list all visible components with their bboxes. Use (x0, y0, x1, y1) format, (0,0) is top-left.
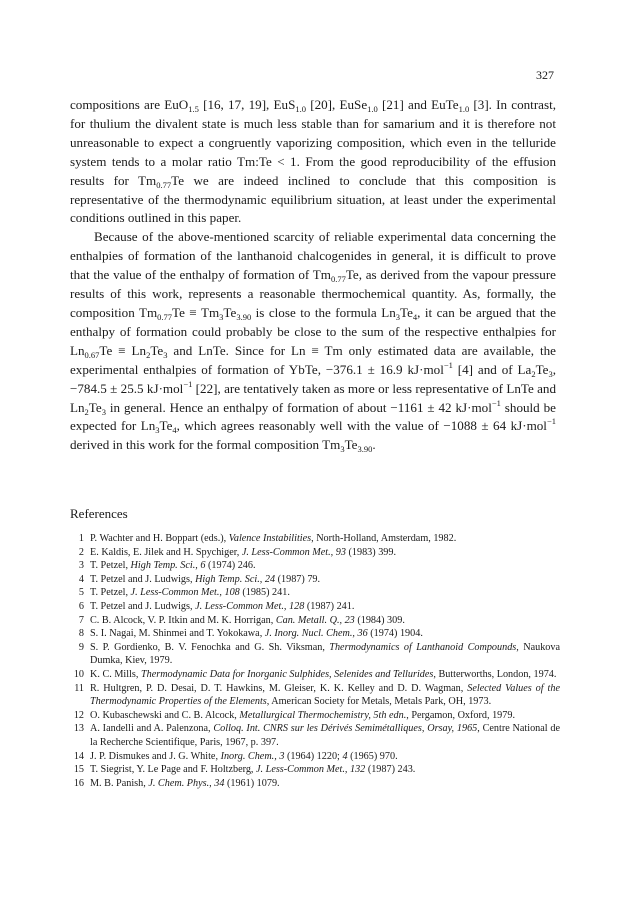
reference-text: (1961) 1079. (224, 777, 280, 789)
reference-italic: Valence Instabilities (228, 533, 312, 544)
reference-italic: J. Less-Common Met., 132 (256, 764, 366, 776)
paragraph-text: in general. Hence an enthalpy of formation of about −1161 ± 42 kJ·mol (105, 399, 492, 415)
paragraph-1 (70, 96, 556, 228)
reference-number: 2 (78, 546, 84, 558)
paragraph-text: , it can be argued that the enthalpy of formation could probably be close to the sum of the respective enthalpies for Ln (70, 304, 556, 358)
reference-text: M. B. Panish, (90, 777, 149, 789)
reference-text: , Pergamon, Oxford, 1979. (406, 709, 516, 721)
reference-number: 4 (78, 573, 84, 585)
paragraph-text: derived in this work for the formal composition Tm (70, 437, 341, 453)
subscript: 2 (146, 349, 151, 360)
subscript: 3 (101, 406, 106, 417)
reference-text: T. Petzel, (90, 560, 131, 572)
paragraph-text: compositions are EuO (70, 97, 189, 112)
reference-italic: Colloq. Int. CNRS sur les Dérivés Semimétalliques, Orsay, 1965 (213, 723, 478, 735)
reference-text: T. Petzel and J. Ludwigs, (90, 573, 196, 585)
subscript: 1.0 (367, 104, 378, 114)
reference-text: (1974) 1904. (367, 628, 423, 640)
paragraph-text: . (372, 437, 376, 453)
paragraph-text: [16, 17, 19], EuS (198, 97, 296, 112)
reference-italic: Thermodynamics of Lanthanoid Compounds (329, 641, 517, 653)
paragraph-text: Te (150, 342, 164, 358)
subscript: 3 (155, 425, 160, 436)
reference-number: 16 (73, 777, 84, 789)
subscript: 3 (340, 444, 345, 455)
reference-italic: 4 (342, 750, 348, 762)
reference-italic: Selected Values of the Thermodynamic Properties of the Elements (90, 682, 560, 708)
paragraph-text: Te (400, 304, 413, 320)
paragraph-text: Because of the above-mentioned scarcity of reliable experimental data concerning the enthalpies of formation of the lanthanoid chalcogenides in general, it is difficult to prove that the value of the enthalpy of formation of Tm (70, 229, 556, 283)
reference-number: 12 (73, 709, 84, 721)
reference-item (70, 682, 560, 709)
reference-text: E. Kaldis, E. Jilek and H. Spychiger, (90, 546, 242, 558)
subscript: 0.67 (84, 349, 100, 360)
reference-number: 6 (78, 600, 84, 612)
reference-text: (1983) 399. (345, 546, 397, 558)
reference-text: S. I. Nagai, M. Shinmei and T. Yokokawa, (90, 628, 265, 640)
reference-text: T. Petzel, (90, 587, 131, 599)
subscript: 3 (219, 311, 224, 322)
reference-text: O. Kubaschewski and C. B. Alcock, (90, 709, 240, 721)
subscript: 2 (531, 368, 536, 379)
reference-number: 13 (73, 723, 84, 735)
reference-italic: High Temp. Sci., 6 (130, 560, 206, 572)
reference-item (70, 614, 560, 628)
reference-text: , North-Holland, Amsterdam, 1982. (311, 533, 457, 544)
reference-item (70, 763, 560, 777)
paragraph-text: Te (344, 437, 358, 453)
paragraph-text: [20], EuSe (306, 97, 368, 112)
reference-italic: Inorg. Chem., 3 (220, 750, 285, 762)
reference-text: S. P. Gordienko, B. V. Fenochka and G. Sh. Viksman, (90, 641, 330, 653)
reference-number: 1 (78, 533, 84, 544)
paragraph-text: [22], are tentatively taken as more or less representative of LnTe and Ln (70, 380, 557, 415)
paragraph-text: should be expected for Ln (70, 399, 556, 434)
reference-number: 10 (73, 668, 84, 680)
reference-text: R. Hultgren, P. D. Desai, D. T. Hawkins, M. Gleiser, K. K. Kelley and D. D. Wagman, (90, 682, 468, 694)
subscript: 3 (163, 349, 168, 360)
reference-item (70, 600, 560, 614)
subscript: 2 (84, 406, 89, 417)
reference-text: C. B. Alcock, V. P. Itkin and M. K. Horrigan, (90, 614, 276, 626)
superscript: −1 (546, 416, 556, 427)
reference-italic: Can. Metall. Q., 23 (275, 614, 355, 626)
reference-number: 15 (73, 764, 84, 776)
reference-number: 9 (78, 641, 84, 653)
superscript: −1 (183, 378, 193, 389)
paragraph-text: Te ≡ Ln (99, 342, 147, 358)
reference-text: (1987) 243. (365, 764, 416, 776)
reference-italic: Thermodynamic Data for Inorganic Sulphides, Selenides and Tellurides (140, 668, 434, 680)
reference-text: (1964) 1220; (284, 750, 343, 762)
reference-number: 11 (74, 682, 84, 694)
reference-text: (1985) 241. (239, 587, 290, 599)
reference-item (70, 627, 560, 641)
reference-number: 14 (73, 750, 84, 762)
body-text (70, 96, 556, 455)
subscript: 4 (412, 311, 418, 322)
reference-text: , American Society for Metals, Metals Park, OH, 1973. (266, 696, 492, 708)
paragraph-text: and LnTe. Since for Ln ≡ Tm only estimated data are available, the experimental enthalpies of formation of YbTe, −376.1 ± 16.9 kJ·mol (70, 342, 556, 377)
reference-item (70, 750, 560, 764)
reference-item (70, 586, 560, 600)
reference-text: T. Petzel and J. Ludwigs, (90, 600, 196, 612)
reference-italic: High Temp. Sci., 24 (195, 573, 276, 585)
reference-item (70, 546, 560, 560)
reference-text: J. P. Dismukes and J. G. White, (90, 750, 221, 762)
subscript: 1.5 (188, 104, 199, 114)
subscript: 1.0 (458, 104, 470, 114)
paragraph-text: [4] and of La (452, 361, 532, 377)
reference-text: (1984) 309. (354, 614, 405, 626)
paragraph-text: , which agrees reasonably well with the value of −1088 ± 64 kJ·mol (176, 418, 547, 434)
reference-text: P. Wachter and H. Boppart (eds.), (90, 533, 229, 544)
paragraph-text: Te we are indeed inclined to conclude that this composition is representative of the thermodynamic equilibrium situation, at least under the experimental conditions outlined in this paper. (70, 172, 557, 226)
paragraph-text: Te (159, 418, 173, 434)
paragraph-text: Te, as derived from the vapour pressure results of this work, represents a reasonable thermochemical quantity. As, formally, the composition Tm (70, 267, 556, 320)
paragraph-2 (70, 228, 556, 455)
reference-italic: J. Less-Common Met., 128 (195, 600, 305, 612)
paragraph-text: Te (88, 399, 102, 415)
reference-item (70, 722, 560, 749)
page-number: 327 (536, 68, 554, 82)
reference-item (70, 559, 560, 573)
reference-number: 7 (78, 614, 84, 626)
reference-text: (1974) 246. (205, 560, 256, 572)
reference-text: , Butterworths, London, 1974. (433, 668, 557, 680)
reference-text: , Centre National de la Recherche Scientifique, Paris, 1967, p. 397. (90, 723, 560, 748)
reference-italic: Metallurgical Thermochemistry, 5th edn. (239, 709, 407, 721)
reference-text: (1987) 79. (275, 573, 321, 585)
references-heading: References (70, 506, 128, 521)
reference-item (70, 641, 560, 668)
subscript: 0.77 (330, 274, 346, 285)
paragraph-text: is close to the formula Ln (251, 304, 396, 320)
reference-item (70, 777, 560, 791)
reference-number: 5 (78, 587, 84, 599)
reference-item (70, 709, 560, 723)
subscript: 0.77 (156, 179, 172, 190)
reference-text: , Naukova Dumka, Kiev, 1979. (90, 641, 560, 667)
reference-text: K. C. Mills, (90, 668, 141, 680)
subscript: 3.90 (357, 444, 373, 455)
reference-item (70, 573, 560, 587)
reference-text: (1965) 970. (347, 750, 398, 762)
superscript: −1 (491, 397, 501, 408)
paragraph-text: , −784.5 ± 25.5 kJ·mol (70, 361, 557, 396)
reference-italic: J. Chem. Phys., 34 (148, 777, 225, 789)
reference-text: A. Iandelli and A. Palenzona, (90, 723, 214, 735)
subscript: 1.0 (295, 104, 306, 114)
reference-italic: J. Less-Common Met., 93 (241, 546, 346, 558)
reference-number: 3 (78, 560, 84, 572)
reference-text: (1987) 241. (304, 600, 355, 612)
reference-list (70, 532, 560, 790)
paragraph-text: Te ≡ Tm (172, 304, 220, 320)
reference-text: T. Siegrist, Y. Le Page and F. Holtzberg, (90, 764, 257, 776)
reference-item (70, 532, 560, 546)
paragraph-text: Te (535, 361, 549, 377)
subscript: 0.77 (157, 311, 173, 322)
reference-italic: J. Inorg. Nucl. Chem., 36 (264, 628, 368, 640)
reference-item (70, 668, 560, 682)
subscript: 3 (548, 368, 553, 379)
reference-italic: J. Less-Common Met., 108 (130, 587, 240, 599)
subscript: 4 (172, 425, 177, 436)
subscript: 3 (395, 311, 400, 322)
superscript: −1 (443, 359, 453, 370)
reference-number: 8 (78, 628, 84, 640)
paragraph-text: Te (223, 304, 237, 320)
subscript: 3.90 (236, 311, 252, 322)
paragraph-text: [3]. In contrast, for thulium the divalent state is much less stable than for samarium and it is therefore not unreasonable to expect a congruently vaporizing composition, which even in the telluride system tends to a molar ratio Tm:Te < 1. From the good reproducibility of the effusion results for Tm (70, 97, 557, 188)
paragraph-text: [21] and EuTe (377, 97, 459, 112)
